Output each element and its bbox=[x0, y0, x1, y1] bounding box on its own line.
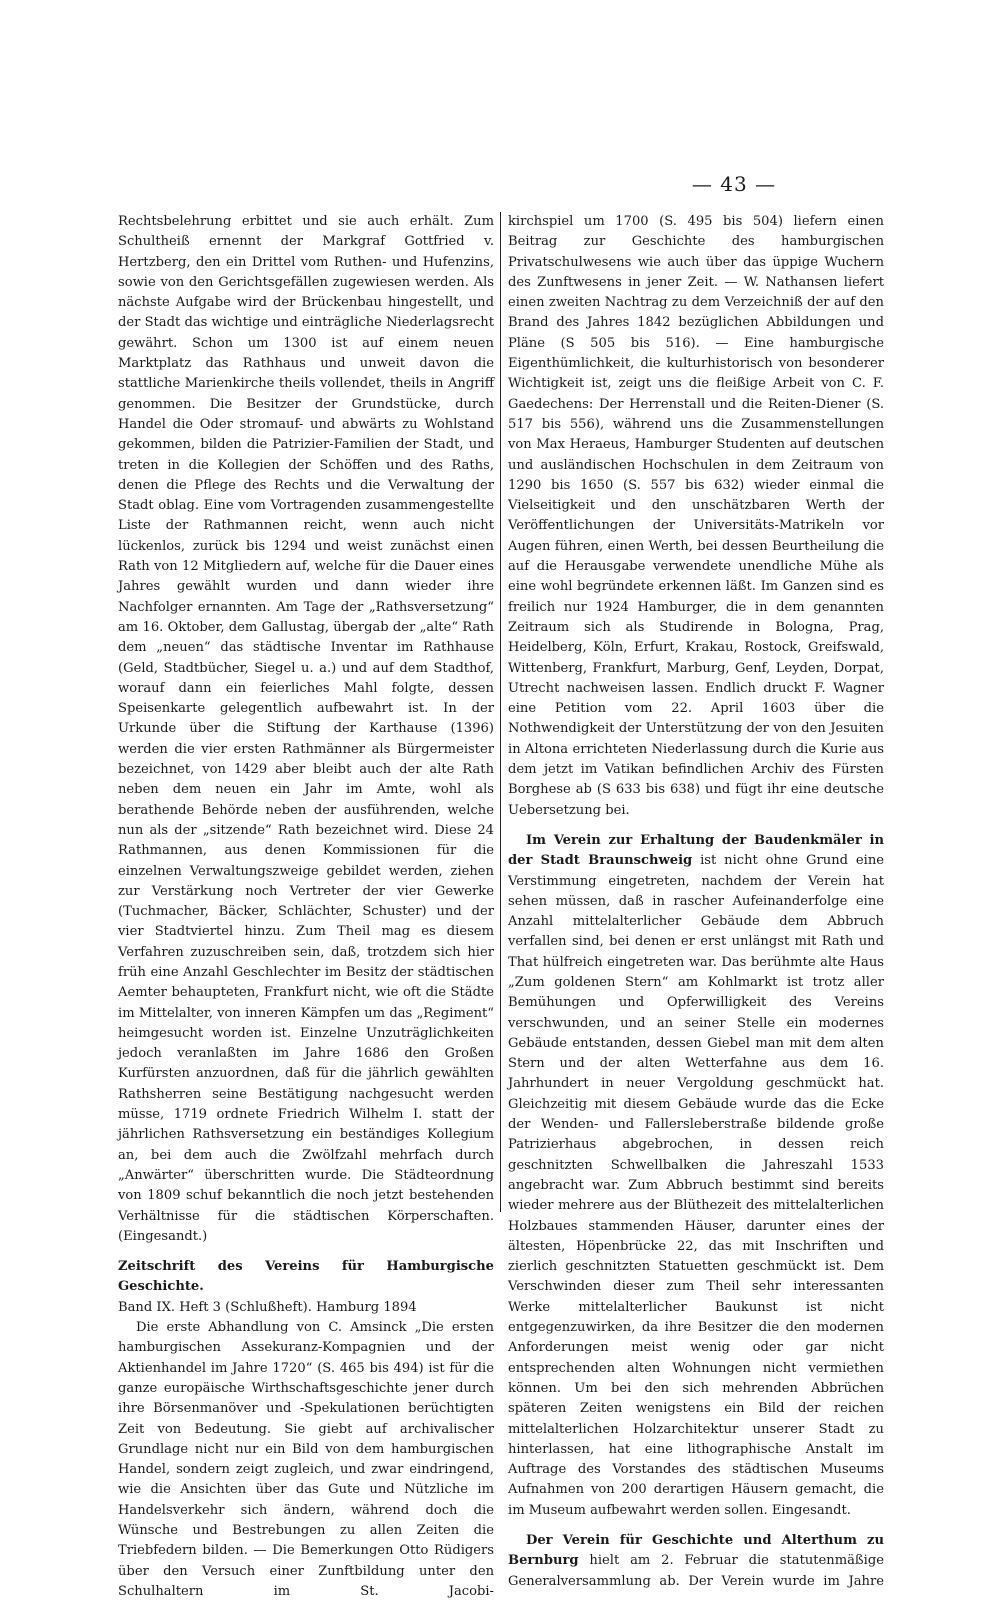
right-column bbox=[508, 212, 884, 1592]
right-paragraph-1: kirchspiel um 1700 (S. 495 bis 504) liefern einen Beitrag zur Geschichte des hamburgischen Privatschulwesens wie auch über das üppige Wuchern des Zunftwesens in jener Zeit. — W. Nathansen liefert einen zweiten Nachtrag zu dem Verzeichniß der auf den Brand des Jahres 1842 bezüglichen Abbildungen und Pläne (S 505 bis 516). — Eine hamburgische Eigenthümlichkeit, die kulturhistorisch von besonderer Wichtigkeit ist, zeigt uns die fleißige Arbeit von C. F. Gaedechens: Der Herrenstall und die Reiten-Diener (S. 517 bis 556), während uns die Zusammenstellungen von Max Heraeus, Hamburger Studenten auf deutschen und ausländischen Hochschulen in dem Zeitraum von 1290 bis 1650 (S. 557 bis 632) wieder einmal die Vielseitigkeit und den unschätzbaren Werth der Veröffentlichungen der Universitäts-Matrikeln vor Augen führen, einen Werth, bei dessen Beurtheilung die auf die Herausgabe verwendete unendliche Mühe als eine wohl begründete erkennen läßt. Im Ganzen sind es freilich nur 1924 Hamburger, die in dem genannten Zeitraum sich als Studirende in Bologna, Prag, Heidelberg, Köln, Erfurt, Krakau, Rostock, Greifswald, Wittenberg, Frankfurt, Marburg, Genf, Leyden, Dorpat, Utrecht nachweisen lassen. Endlich druckt F. Wagner eine Petition vom 22. April 1603 über die Nothwendigkeit der Unterstützung der von den Jesuiten in Altona errichteten Niederlassung durch die Kurie aus dem jetzt im Vatikan befindlichen Archiv des Fürsten Borghese ab (S 633 bis 638) und fügt ihr eine deutsche Uebersetzung bei. bbox=[508, 214, 884, 818]
right-heading-bernburg: Der Verein für Geschichte und Alterthum zu Bernburg bbox=[508, 1533, 884, 1569]
column-divider bbox=[500, 212, 501, 1212]
right-heading-braunschweig: Im Verein zur Erhaltung der Baudenkmäler in der Stadt Braunschweig bbox=[508, 832, 884, 869]
left-paragraph-1: Rechtsbelehrung erbittet und sie auch erhält. Zum Schultheiß ernennt der Markgraf Gottfried v. Hertzberg, den ein Drittel vom Ruthen- und Hufenzins, sowie von den Gerichtsgefällen zugewiesen werden. Als nächste Aufgabe wird der Brückenbau hingestellt, und der Stadt das wichtige und einträgliche Niederlagsrecht gewährt. Schon um 1300 ist auf einem neuen Marktplatz das Rathhaus und unweit davon die stattliche Marienkirche theils vollendet, theils in Angriff genommen. Die Besitzer der Grundstücke, durch Handel die Oder stromauf- und abwärts zu Wohlstand gekommen, bilden die Patrizier-Familien der Stadt, und treten in die Kollegien der Schöffen und des Raths, denen die Pflege des Rechts und die Verwaltung der Stadt oblag. Eine vom Vortragenden zusammengestellte Liste der Rathmannen reicht, wenn auch nicht lückenlos, zurück bis 1294 und weist zunächst einen Rath von 12 Mitgliedern auf, welche für die Dauer eines Jahres gewählt wurden und dann wieder ihre Nachfolger ernannten. Am Tage der „Rathsversetzung“ am 16. Oktober, dem Gallustag, übergab der „alte“ Rath dem „neuen“ das städtische Inventar im Rathhause (Geld, Stadtbücher, Siegel u. a.) und auf dem Stadthof, worauf dann ein feierliches Mahl folgte, dessen Speisenkarte gelegentlich aufbewahrt ist. In der Urkunde über die Stiftung der Karthause (1396) werden die vier ersten Rathmänner als Bürgermeister bezeichnet, von 1429 aber bleibt auch der alte Rath neben dem neuen ein Jahr im Amte, wohl als berathende Behörde neben der ausführenden, welche nun als der „sitzende“ Rath bezeichnet wird. Diese 24 Rathmannen, aus denen Kommissionen für die einzelnen Verwaltungszweige gebildet werden, ziehen zur Verstärkung noch Vertreter der vier Gewerke (Tuchmacher, Bäcker, Schlächter, Schuster) und der vier Stadtviertel hinzu. Zum Theil mag es diesem Verfahren zuzuschreiben sein, daß, trotzdem sich hier früh eine Anzahl Geschlechter im Besitz der städtischen Aemter behaupteten, Frankfurt nicht, wie oft die Städte im Mittelalter, von inneren Kämpfen um das „Regiment“ heimgesucht worden ist. Einzelne Unzuträglichkeiten jedoch veranlaßten im Jahre 1686 den Großen Kurfürsten anzuordnen, daß für die jährlich gewählten Rathsherren seine Bestätigung nachgesucht werden müsse, 1719 ordnete Friedrich Wilhelm I. statt der jährlichen Rathsversetzung ein beständiges Kollegium an, bei dem auch die Zwölfzahl mehrfach durch „Anwärter“ überschritten wurde. Die Städteordnung von 1809 schuf bekanntlich die noch jetzt bestehenden Verhältnisse für die städtischen Körperschaften. (Eingesandt.) bbox=[118, 214, 494, 1244]
right-paragraph-bernburg: hielt am 2. Februar die statutenmäßige Generalversammlung ab. Der Verein wurde im Jahre bbox=[508, 1553, 884, 1589]
right-section-bernburg bbox=[508, 1531, 884, 1592]
left-paragraph-2: Die erste Abhandlung von C. Amsinck „Die ersten hamburgischen Assekuranz-Kompagnien und der Aktienhandel im Jahre 1720“ (S. 465 bis 494) ist für die ganze europäische Wirthschaftsgeschichte jener durch ihre Börsenmanöver und -Spekulationen berüchtigten Zeit von Bedeutung. Sie giebt auf archivalischer Grundlage nicht nur ein Bild von dem hamburgischen Handel, sondern zeigt zugleich, und zwar eindringend, wie die Ansichten über das Gute und Nützliche im Handelsverkehr sich ändern, während doch die Wünsche und Bestrebungen zu allen Zeiten die Triebfedern bilden. — Die Bemerkungen Otto Rüdigers über den Versuch einer Zunftbildung unter den Schulhaltern im St. Jacobi- bbox=[118, 1320, 494, 1599]
left-section-heading: Zeitschrift des Vereins für Hamburgische Geschichte. bbox=[118, 1259, 494, 1295]
right-paragraph-braunschweig: ist nicht ohne Grund eine Verstimmung eingetreten, nachdem der Verein hat sehen müssen, daß in rascher Aufeinanderfolge eine Anzahl mittelalterlicher Gebäude dem Abbruch verfallen sind, bei denen er erst unlängst mit Rath und That hülfreich eingetreten war. Das berühmte alte Haus „Zum goldenen Stern“ am Kohlmarkt ist trotz aller Bemühungen und Opferwilligkeit des Vereins verschwunden, und an seiner Stelle ein modernes Gebäude entstanden, dessen Giebel man mit dem alten Stern und der alten Wetterfahne aus dem 16. Jahrhundert in neuer Vergoldung geschmückt hat. Gleichzeitig mit diesem Gebäude wurde das die Ecke der Wenden- und Fallersleberstraße bildende große Patrizierhaus abgebrochen, in dessen reich geschnitzten Schwellbalken die Jahreszahl 1533 angebracht war. Zum Abbruch bestimmt sind bereits wieder mehrere aus der Blüthezeit des mittelalterlichen Holzbaues stammenden Häuser, darunter eines der ältesten, Höpenbrücke 22, das mit Inschriften und zierlich geschnitzten Statuetten geschmückt ist. Dem Verschwinden dieser zum Theil sehr interessanten Werke mittelalterlicher Baukunst ist nicht entgegenzuwirken, da ihre Besitzer die den modernen Anforderungen meist wenig oder gar nicht entsprechenden alten Wohnungen nicht vermiethen können. Um bei den sich mehrenden Abbrüchen späteren Zeiten wenigstens ein Bild der reichen mittelalterlichen Holzarchitektur unserer Stadt zu hinterlassen, hat eine lithographische Anstalt im Auftrage des Vorstandes des städtischen Museums Aufnahmen von 200 derartigen Häusern gemacht, die im Museum aufbewahrt werden sollen. Eingesandt. bbox=[508, 853, 885, 1518]
left-section-subheading: Band IX. Heft 3 (Schlußheft). Hamburg 1894 bbox=[118, 1299, 417, 1315]
right-section-braunschweig bbox=[508, 831, 884, 1521]
left-column bbox=[118, 212, 494, 1602]
page-number: — 43 — bbox=[691, 172, 777, 196]
